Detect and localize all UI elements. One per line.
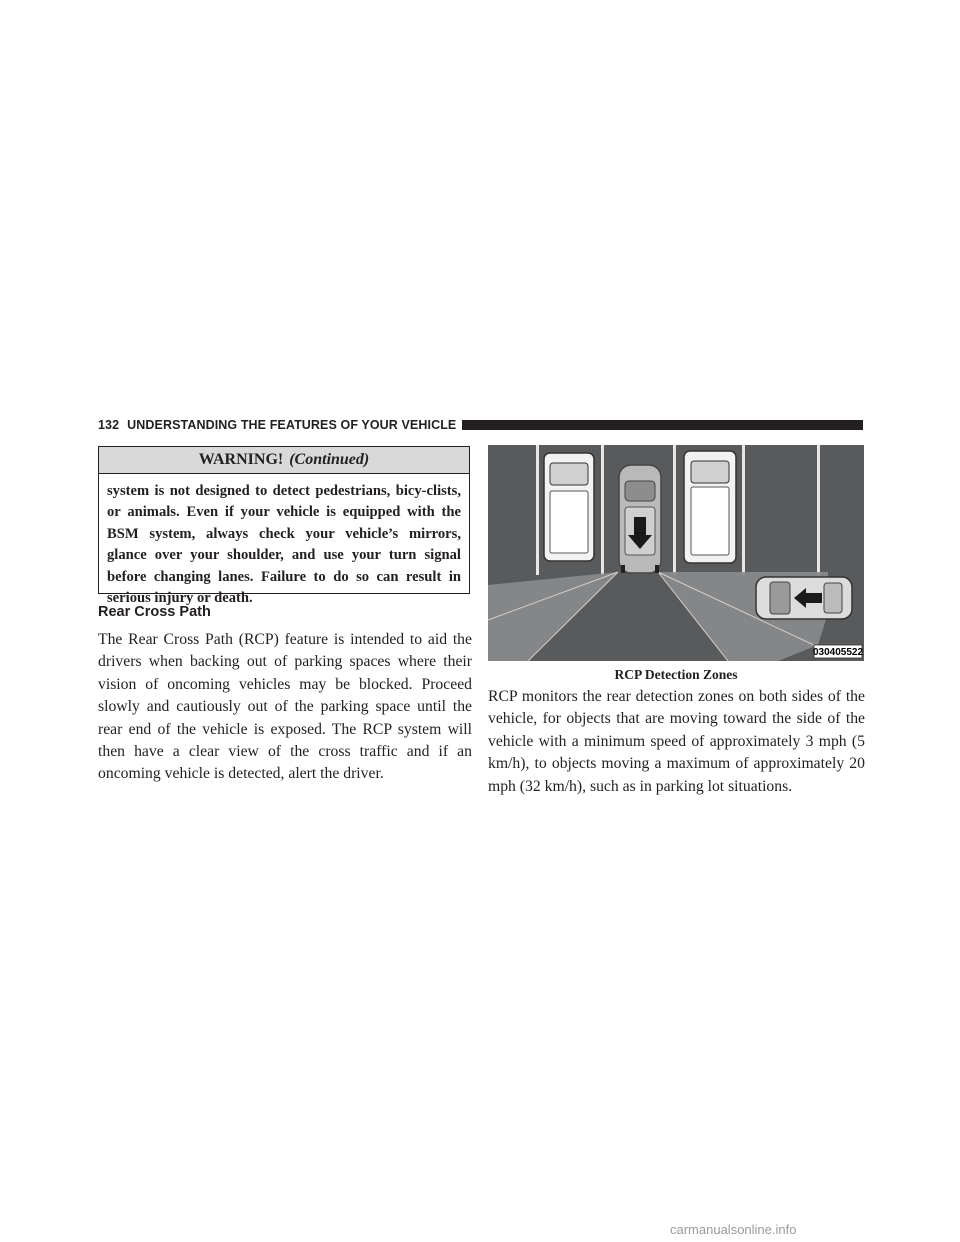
page-number: 132	[98, 418, 120, 432]
parked-car-right	[684, 451, 736, 563]
watermark: carmanualsonline.info	[670, 1222, 797, 1237]
figure-code: 030405522	[812, 647, 864, 658]
rcp-monitor-paragraph: RCP monitors the rear detection zones on both sides of the vehicle, for objects that are moving toward the side of the vehicle with a minimum speed of approximately 3 mph (5 km/h), to objects moving a maximum of approximately 20 mph (32 km/h), such as in parking lot situations.	[488, 688, 865, 795]
page-header	[98, 417, 863, 433]
backing-vehicle	[619, 465, 661, 573]
warning-box	[98, 446, 470, 607]
section-paragraph: The Rear Cross Path (RCP) feature is intended to aid the drivers when backing out of parking spaces where their vision of oncoming vehicles may be blocked. Proceed slowly and cautiously out of the parking space until the rear end of the vehicle is exposed. The RCP system will then have a clear view of the cross traffic and if an oncoming vehicle is detected, alert the driver.	[98, 631, 472, 783]
warning-title: WARNING!	[198, 451, 284, 468]
header-rule	[462, 420, 863, 430]
approaching-vehicle	[756, 577, 852, 619]
warning-body: system is not designed to detect pedestrians, bicy-clists, or animals. Even if your vehicle is equipped with the BSM system, always check your vehicle’s mirrors, glance over your shoulder, and use your turn signal before changing lanes. Failure to do so can result in serious injury or death.	[107, 483, 461, 607]
warning-continued: (Continued)	[289, 451, 370, 468]
section-heading: Rear Cross Path	[98, 604, 211, 620]
figure-caption: RCP Detection Zones	[614, 667, 738, 682]
parking-lot-illustration	[488, 445, 864, 661]
rcp-detection-zones-figure	[488, 445, 864, 661]
section-title: UNDERSTANDING THE FEATURES OF YOUR VEHICLE	[127, 418, 457, 432]
warning-header	[99, 447, 469, 474]
parked-car-left	[544, 453, 594, 561]
